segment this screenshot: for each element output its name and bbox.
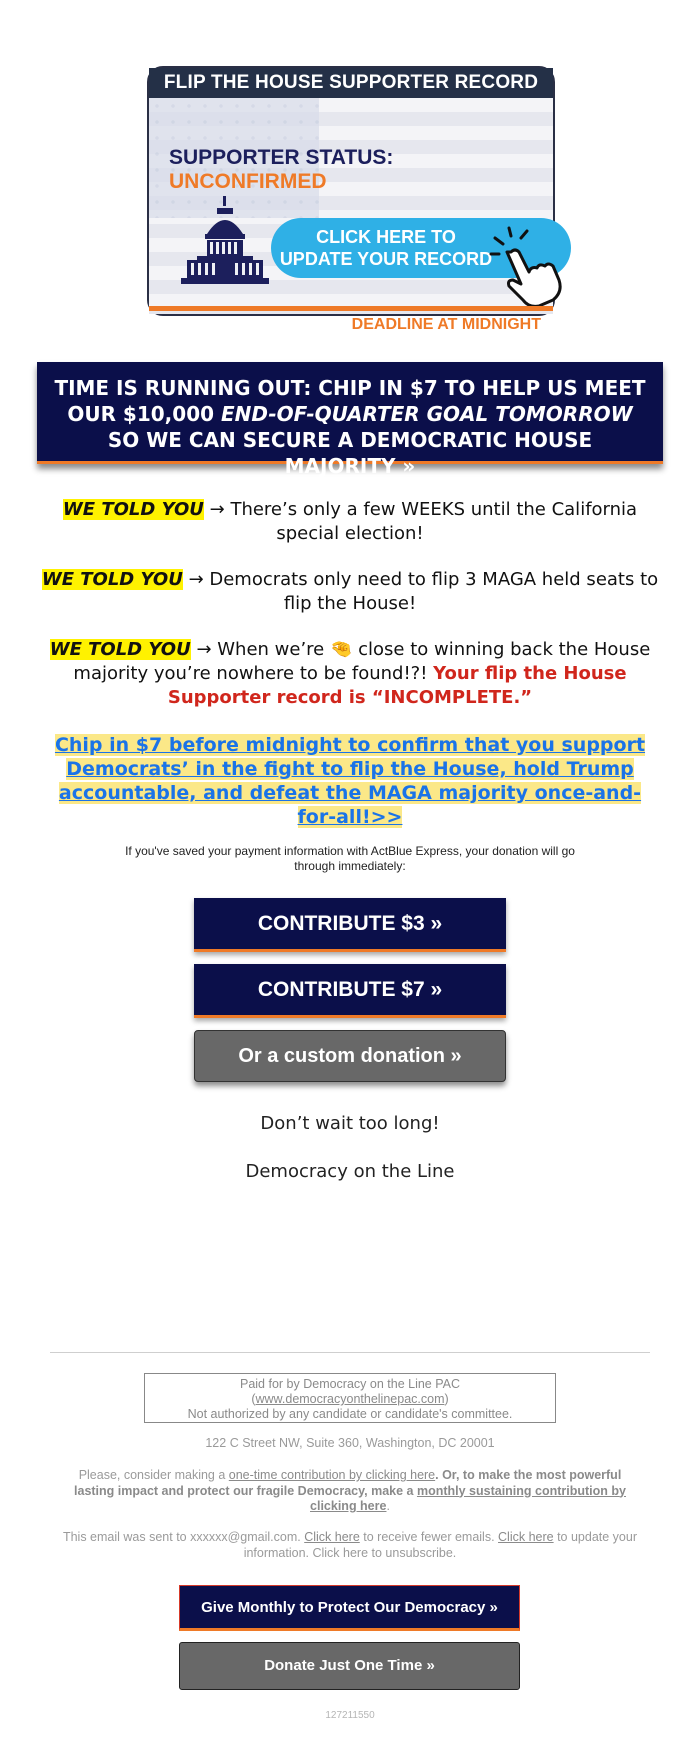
paragraph-incomplete (34, 638, 666, 710)
fewer-emails-link[interactable]: Click here (304, 1530, 360, 1544)
contribute-7-button[interactable]: CONTRIBUTE $7 » (194, 964, 506, 1018)
status-label: SUPPORTER STATUS: (169, 146, 394, 169)
closing-line: Don’t wait too long! (260, 1113, 440, 1134)
address: 122 C Street NW, Suite 360, Washington, DC 20001 (205, 1436, 495, 1450)
orange-divider (149, 306, 553, 311)
banner-text-italic: END-OF-QUARTER GOAL TOMORROW (221, 402, 633, 426)
signature: Democracy on the Line (245, 1161, 455, 1182)
paid-url-link[interactable]: www.democracyonthelinepac.com (255, 1392, 445, 1406)
paragraph-weeks (34, 498, 666, 546)
consider-text: Please, consider making a (78, 1468, 229, 1482)
chip-in-link[interactable]: Chip in $7 before midnight to confirm that you support Democrats’ in the fight to flip the House, hold Trump accountable, and defeat the MAGA majority once-and-for-all!>> (54, 734, 646, 828)
paragraph-text: There’s only a few WEEKS until the California special election! (230, 499, 638, 544)
paragraph-text: close to winning back the House majority you’re nowhere to be found!?! (73, 639, 651, 684)
update-record-label (271, 226, 501, 270)
update-info-link[interactable]: Click here (498, 1530, 554, 1544)
sent-to-text: This email was sent to xxxxxx@gmail.com. (62, 1530, 305, 1544)
reference-code: 127211550 (325, 1710, 375, 1721)
consider-bold-text: . Or, to make the most powerful lasting impact and protect our fragile Democracy, make a (74, 1468, 622, 1498)
we-told-you-highlight: WE TOLD YOU (62, 499, 204, 520)
paragraph-text: Democrats only need to flip 3 MAGA held seats to flip the House! (209, 569, 659, 614)
chip-in-paragraph (40, 733, 660, 829)
incomplete-warning: Your flip the House Supporter record is “INCOMPLETE.” (167, 663, 627, 708)
consider-end: . (386, 1499, 390, 1513)
capitol-icon (177, 196, 273, 294)
contribute-3-button[interactable]: CONTRIBUTE $3 » (194, 898, 506, 952)
cta-line-1: CLICK HERE TO (316, 227, 456, 247)
headline-banner[interactable] (37, 362, 663, 478)
not-authorized-text: Not authorized by any candidate or candidate's committee. (187, 1407, 513, 1421)
status-value: UNCONFIRMED (169, 170, 327, 193)
sent-to-paragraph (60, 1530, 640, 1561)
arrow-icon: → (182, 569, 210, 590)
arrow-icon: → (190, 639, 218, 660)
sent-mid-text: to receive fewer emails. (359, 1530, 499, 1544)
express-note: If you've saved your payment information with ActBlue Express, your donation will go through immediately: (125, 844, 575, 873)
pointer-hand-icon (489, 226, 569, 306)
monthly-link[interactable]: monthly sustaining contribution by clicking here (310, 1483, 626, 1513)
deadline-label: DEADLINE AT MIDNIGHT (351, 316, 541, 333)
paid-url-line: (www.democracyonthelinepac.com) (251, 1392, 449, 1406)
give-monthly-button[interactable]: Give Monthly to Protect Our Democracy » (179, 1585, 520, 1631)
card-body (149, 98, 553, 333)
paragraph-text: When we’re (217, 639, 330, 660)
consider-paragraph (60, 1468, 640, 1515)
footer-divider (50, 1352, 650, 1353)
card-header: FLIP THE HOUSE SUPPORTER RECORD (149, 68, 553, 98)
cta-line-2: UPDATE YOUR RECORD (279, 249, 493, 269)
banner-text-2: SO WE CAN SECURE A DEMOCRATIC HOUSE MAJORITY » (107, 428, 593, 478)
one-time-link[interactable]: one-time contribution by clicking here (228, 1468, 436, 1482)
pinch-icon: 🤏 (329, 639, 353, 660)
custom-donation-button[interactable]: Or a custom donation » (194, 1030, 506, 1082)
paragraph-flip-seats (34, 568, 666, 616)
we-told-you-highlight: WE TOLD YOU (49, 639, 191, 660)
banner-text-1: TIME IS RUNNING OUT: CHIP IN $7 TO HELP US MEET OUR $10,000 (54, 376, 646, 426)
we-told-you-highlight: WE TOLD YOU (41, 569, 183, 590)
donate-once-button[interactable]: Donate Just One Time » (179, 1642, 520, 1690)
unsubscribe-text: to update your information. Click here to unsubscribe. (243, 1530, 638, 1560)
arrow-icon: → (203, 499, 231, 520)
supporter-record-image[interactable] (147, 66, 555, 333)
paid-for-text: Paid for by Democracy on the Line PAC (239, 1377, 460, 1391)
paid-for-box (144, 1373, 556, 1423)
